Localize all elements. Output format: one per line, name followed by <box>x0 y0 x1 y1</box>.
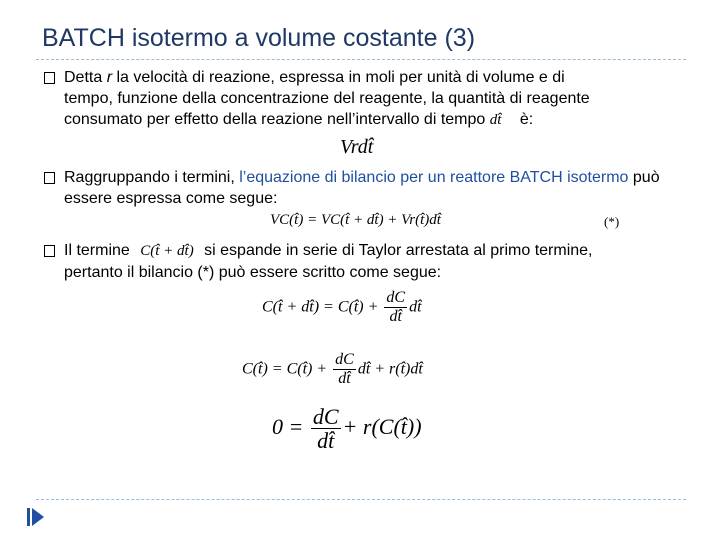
substituted-balance-equation <box>242 352 423 387</box>
time-interval-inline: dt̂ <box>489 112 502 128</box>
eq3-numerator: dC <box>312 404 339 429</box>
bullet-3-pre: Il termine <box>64 242 130 259</box>
taylor-expansion-equation <box>262 290 422 325</box>
eq1-lhs: C(t̂ + dt̂) = C(t̂) + <box>262 298 383 316</box>
consumption-formula: Vrdt̂ <box>340 136 374 158</box>
bullet-1-line3: consumato per effetto della reazione nell’intervallo di tempo <box>64 111 486 128</box>
eq3-lhs: 0 = <box>272 414 309 440</box>
bullet-1-pre: Detta <box>64 69 103 86</box>
footer-divider <box>36 499 686 500</box>
eq2-numerator: dC <box>335 351 354 368</box>
square-bullet-icon <box>44 172 55 184</box>
eq2-lhs: C(t̂) = C(t̂) + <box>242 360 332 378</box>
eq2-denominator: dt̂ <box>338 369 351 387</box>
eq3-rhs: + r(C(t̂)) <box>342 414 422 440</box>
bullet-1-line1: la velocità di reazione, espressa in moli per unità di volume e di <box>116 69 565 86</box>
eq1-derivative <box>384 290 407 325</box>
rate-symbol: r <box>106 69 113 86</box>
eq1-numerator: dC <box>386 289 406 306</box>
bullet-2-part1: Raggruppando i termini, <box>64 169 235 186</box>
bullet-2-part3: può essere espressa come segue: <box>64 169 660 207</box>
bullet-3-line2: pertanto il bilancio (*) può essere scritto come segue: <box>64 264 442 281</box>
eq3-derivative <box>311 405 341 453</box>
final-batch-equation <box>272 405 422 453</box>
bullet-1-line2: tempo, funzione della concentrazione del reagente, la quantità di reagente <box>64 90 590 107</box>
bullet-1-end: è: <box>519 111 534 128</box>
equation-label: (*) <box>604 214 620 229</box>
slide-title: BATCH isotermo a volume costante (3) <box>42 24 476 52</box>
bullet-2-text <box>64 167 694 209</box>
square-bullet-icon <box>44 72 55 84</box>
bullet-1-text <box>64 67 694 131</box>
taylor-term-inline: C(t̂ + dt̂) <box>140 243 194 259</box>
header-divider <box>36 59 686 60</box>
eq1-rhs: dt̂ <box>409 298 422 316</box>
bullet-3-text <box>64 240 694 283</box>
eq3-denominator: dt̂ <box>317 428 335 454</box>
balance-equation: VC(t̂) = VC(t̂ + dt̂) + Vr(t̂)dt̂ <box>270 212 441 228</box>
square-bullet-icon <box>44 245 55 257</box>
next-slide-icon[interactable] <box>32 508 44 526</box>
eq2-rhs: dt̂ + r(t̂)dt̂ <box>357 360 423 378</box>
bullet-3-post: si espande in serie di Taylor arrestata al primo termine, <box>204 242 593 259</box>
eq1-denominator: dt̂ <box>389 307 402 325</box>
bullet-2-highlight: l’equazione di bilancio per un reattore BATCH isotermo <box>239 169 629 186</box>
eq2-derivative <box>333 352 356 387</box>
